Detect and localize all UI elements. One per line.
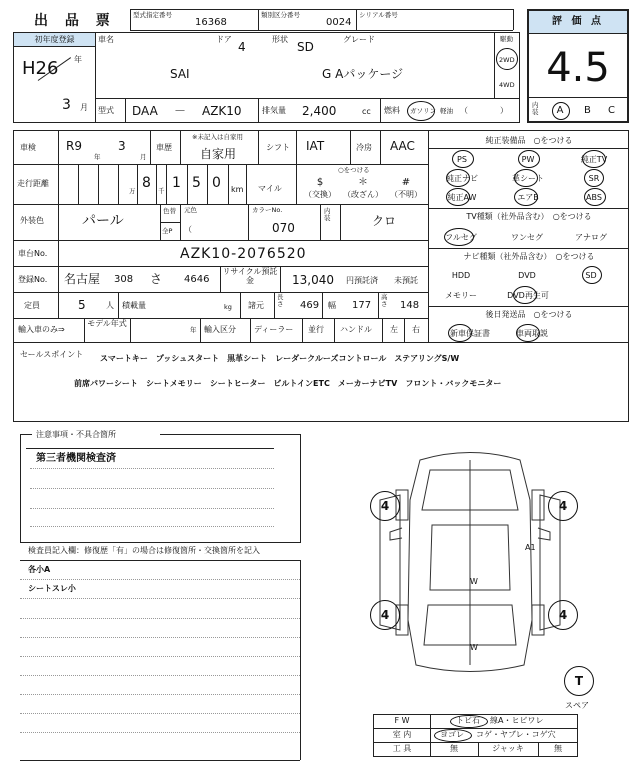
mileage-label: 走行距離 [17, 179, 49, 188]
cooler-label: 冷房 [356, 143, 372, 152]
reg-kana: さ [150, 272, 163, 286]
navi-sd: SD [585, 271, 597, 280]
type-spec-label: 型式指定番号 [133, 11, 172, 19]
equip-navi: 純正ナビ [446, 174, 478, 183]
reg-city: 名古屋 [64, 272, 101, 286]
displacement-value: 2,400 [302, 104, 337, 118]
shift-value: IAT [306, 139, 325, 153]
equip-ps: PS [457, 155, 467, 164]
equip-ps-circle [452, 150, 474, 168]
equip-pw-circle [518, 150, 540, 168]
equip-tv-circle [582, 150, 606, 168]
spare-tire: T [574, 674, 584, 688]
model-dash: － [174, 104, 187, 118]
mileage-circle-note: ○をつける [338, 166, 370, 174]
interior-color-label: 内装 [324, 207, 331, 222]
interior-c2: コゲ・ヤブレ・コゲ穴 [476, 730, 556, 739]
height-label: 高さ [381, 293, 388, 308]
tire-rl: 4 [380, 608, 390, 622]
door-value: 4 [238, 40, 246, 54]
mileage-man-unit: 万 [129, 187, 136, 195]
color-no-label: カラーNo. [252, 206, 283, 214]
fw-c1: トビ石 [456, 716, 480, 725]
mileage-digit-3: 0 [212, 175, 221, 191]
interior-grade-a: A [556, 105, 564, 116]
chassis-value: AZK10-2076520 [180, 246, 307, 262]
tools-c1: 無 [450, 744, 458, 753]
dims-label: 諸元 [248, 301, 264, 310]
model-value: AZK10 [202, 104, 242, 118]
reg-month: 3 [62, 97, 71, 113]
mileage-digit-man: 8 [142, 175, 151, 191]
door-label: ドア [216, 35, 232, 44]
damage-a1: A1 [525, 543, 536, 552]
navi-memory: メモリー [445, 291, 477, 300]
navi-dvd-play: DVD再生可 [507, 291, 549, 300]
recycle-unit: 円預託済 [346, 276, 378, 285]
length-label: 長さ [277, 293, 284, 308]
import-year-unit: 年 [190, 326, 197, 334]
sales-points-label: セールスポイント [20, 350, 84, 359]
inspector-line2: シートスレ小 [28, 584, 76, 593]
inspection-month: 3 [118, 139, 126, 153]
notes-line1: 第三者機関検査済 [36, 453, 116, 464]
handle-left: 左 [390, 325, 398, 334]
fuel-value: ガソリン [410, 107, 436, 115]
height-value: 148 [400, 300, 420, 311]
import-dir-label: 並行 [308, 325, 324, 334]
fuel-label: 燃料 [384, 106, 400, 115]
inspection-label: 車検 [20, 143, 36, 152]
tv-fullseg-circle [444, 228, 474, 246]
tools-c3: 無 [554, 744, 562, 753]
tv-oneseg: ワンセグ [511, 233, 543, 242]
reg-year-label: 初年度登録 [34, 35, 75, 44]
fuel-other: （ ） [460, 106, 508, 115]
color-label: 外装色 [20, 216, 44, 225]
model-year-label: モデル年式 [87, 319, 127, 328]
later-title: 後日発送品 ○をつける [485, 310, 573, 319]
color-zenp-label: 全P [162, 227, 173, 235]
equip-navi-circle [446, 169, 470, 187]
width-value: 177 [352, 300, 372, 311]
car-name: SAI [170, 67, 190, 81]
interior-grade-label: 内装 [532, 101, 539, 116]
navi-hdd: HDD [451, 271, 471, 280]
tv-analog: アナログ [575, 233, 607, 242]
car-name-label: 車名 [98, 35, 114, 44]
reg-month-unit: 月 [80, 103, 88, 112]
interior-label: 室 内 [392, 730, 412, 739]
class-value: 0024 [326, 17, 352, 28]
reg-no-label: 登録No. [18, 275, 48, 284]
drive-4wd: 4WD [499, 81, 515, 89]
load-unit: kg [224, 303, 232, 311]
equip-airbag: エアB [517, 193, 539, 202]
history-note: ※未記入は自家用 [192, 133, 243, 141]
displacement-unit: cc [362, 107, 371, 116]
reg-plate: 4646 [184, 274, 210, 285]
equip-title: 純正装備品 ○をつける [485, 136, 573, 145]
shift-label: シフト [266, 143, 290, 152]
interior-grade-circle [552, 102, 570, 120]
history-label: 車歴 [156, 143, 172, 152]
history-value: 自家用 [200, 147, 237, 161]
grade-value: G Aパッケージ [322, 67, 404, 81]
reg-year-unit: 年 [74, 55, 82, 64]
drive-2wd: 2WD [499, 56, 515, 64]
handle-right: 右 [412, 325, 420, 334]
damage-w2: W [470, 643, 478, 652]
color-no-value: 070 [272, 221, 295, 235]
equip-aw: 純正AW [447, 193, 477, 202]
equip-leather-circle [514, 169, 538, 187]
equip-tv: 純正TV [580, 155, 608, 164]
later-manual-circle [516, 324, 540, 342]
later-warranty-circle [448, 324, 472, 342]
mileage-opt3-txt: （不明） [390, 190, 422, 199]
mileage-mile-label: マイル [258, 184, 282, 193]
handle-label: ハンドル [340, 325, 372, 334]
mileage-digit-2: 5 [192, 175, 201, 191]
equip-sr: SR [588, 174, 600, 183]
inspector-label: 検査員記入欄：修復歴「有」の場合は修復箇所・交換箇所を記入 [28, 546, 260, 555]
reg-era-year: H26 [22, 58, 59, 79]
score-label: 評 価 点 [552, 16, 604, 27]
shape-label: 形状 [272, 35, 288, 44]
shape-value: SD [297, 40, 314, 54]
model-label: 型式 [98, 106, 114, 115]
later-warranty: 新車保証書 [450, 329, 490, 338]
recycle-value: 13,040 [292, 273, 334, 287]
mileage-digit-1: 1 [172, 175, 181, 191]
serial-label: シリアル番号 [359, 11, 398, 19]
class-label: 類別区分番号 [261, 11, 300, 19]
interior-grade-c: C [608, 105, 615, 116]
color-change-label: 色替 [163, 207, 176, 215]
notes-label: 注意事項・不具合箇所 [36, 430, 116, 439]
diesel-label: 軽油 [440, 107, 453, 115]
interior-grade-b: B [584, 105, 591, 116]
drive-label: 駆動 [500, 35, 513, 43]
inspection-era: R9 [66, 139, 82, 153]
inspection-year-unit: 年 [94, 153, 101, 161]
equip-pw: PW [521, 155, 535, 164]
navi-title: ナビ種類（社外品含む） ○をつける [463, 252, 595, 261]
chassis-label: 車台No. [18, 249, 48, 258]
mileage-opt1-txt: （交換） [304, 190, 336, 199]
type-spec-value: 16368 [195, 17, 227, 28]
inspector-line1: 各小A [28, 565, 51, 574]
width-label: 幅 [328, 301, 336, 310]
equip-abs-circle [584, 188, 606, 206]
tire-fl: 4 [380, 499, 390, 513]
equip-airbag-circle [514, 188, 538, 206]
interior-color-value: クロ [372, 214, 397, 228]
model-prefix: DAA [132, 104, 158, 118]
equip-abs: ABS [586, 193, 602, 202]
tire-fr: 4 [558, 499, 568, 513]
cooler-value: AAC [390, 139, 415, 153]
capacity-label: 定員 [24, 301, 40, 310]
mileage-opt2-txt: （改ざん） [343, 190, 383, 199]
interior-c1-circle [434, 729, 472, 742]
mileage-opt2-sym: ＊ [358, 177, 368, 188]
import-label: 輸入車のみ⇒ [18, 325, 65, 334]
capacity-unit: 人 [106, 301, 114, 310]
equip-leather: 革シート [512, 174, 544, 183]
form-title: 出 品 票 [34, 13, 116, 29]
capacity-value: 5 [78, 298, 86, 312]
length-value: 469 [300, 300, 320, 311]
damage-w1: W [470, 577, 478, 586]
later-manual: 車両取説 [516, 329, 548, 338]
displacement-label: 排気量 [262, 106, 286, 115]
navi-dvd: DVD [518, 271, 536, 280]
tv-title: TV種類（社外品含む） ○をつける [466, 212, 592, 221]
fw-c2: 線A・ヒビワレ [490, 716, 544, 725]
sales-points-line2: 前席パワーシート シートメモリー シートヒーター ビルトインETC メーカーナビTV フロント・バックモニター [74, 379, 502, 388]
fw-c1-circle [450, 715, 488, 728]
grade-label: グレード [343, 35, 375, 44]
inspection-month-unit: 月 [140, 153, 147, 161]
sales-points-line1: スマートキー プッシュスタート 黒革シート レーダークルーズコントロール ステアリングS/W [100, 354, 460, 363]
color-value: パール [82, 213, 124, 229]
tv-fullseg: フルセグ [445, 233, 477, 242]
equip-aw-circle [446, 188, 470, 206]
recycle-label: リサイクル預託金 [222, 267, 278, 285]
tire-rr: 4 [558, 608, 568, 622]
reg-num: 308 [114, 274, 134, 285]
color-orig-label: 元色 [184, 206, 197, 214]
mileage-opt1-sym: $ [316, 177, 324, 188]
mileage-sen-unit: 千 [158, 187, 165, 195]
mileage-opt3-sym: # [401, 177, 411, 188]
drive-2wd-circle [496, 48, 518, 70]
load-label: 積載量 [122, 301, 146, 310]
tools-label: 工 具 [392, 744, 412, 753]
interior-c1: ヨゴレ [440, 730, 464, 739]
navi-dvd-play-circle [513, 286, 537, 304]
fuel-circle [407, 101, 435, 121]
equip-sr-circle [584, 169, 604, 187]
color-paren: （ [184, 225, 192, 234]
tools-c2: ジャッキ [492, 744, 524, 753]
recycle-status: 未預託 [394, 276, 418, 285]
score-value: 4.5 [546, 45, 610, 91]
import-div-value: ディーラー [254, 325, 294, 334]
mileage-km-unit: km [231, 185, 244, 194]
import-div-label: 輸入区分 [204, 325, 236, 334]
spare-label: スペア [565, 701, 589, 710]
navi-sd-circle [582, 266, 602, 284]
fw-label: F W [394, 716, 410, 725]
